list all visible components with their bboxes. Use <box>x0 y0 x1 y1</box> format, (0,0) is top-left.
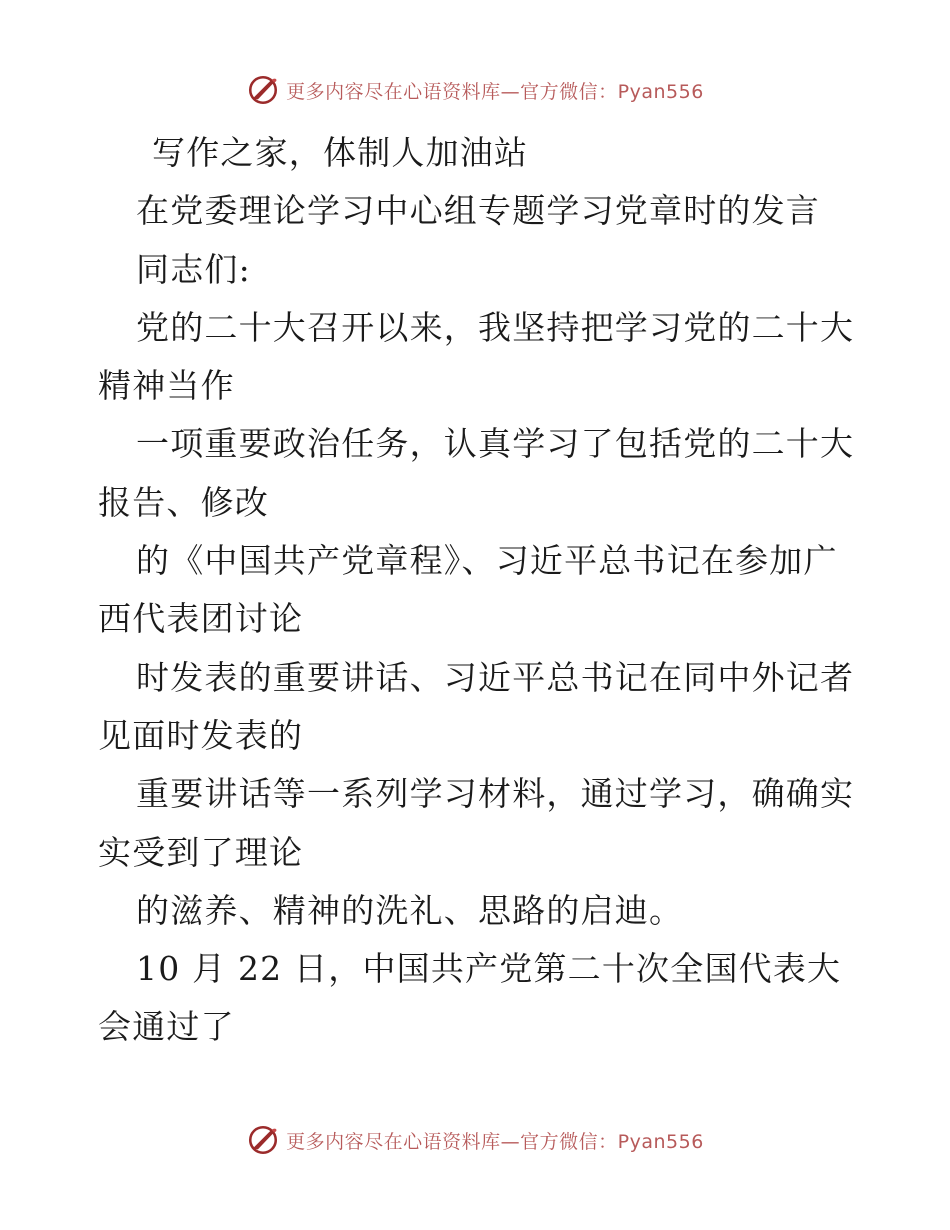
watermark-text: 更多内容尽在心语资料库—官方微信：Pyan556 <box>286 1130 704 1153</box>
document-line: 精神当作 <box>98 366 235 406</box>
document-line: 党的二十大召开以来，我坚持把学习党的二十大 <box>136 307 855 347</box>
document-line: 重要讲话等一系列学习材料，通过学习，确确实 <box>136 774 855 814</box>
quill-logo-icon <box>246 1123 280 1157</box>
header-watermark <box>0 70 950 110</box>
document-body <box>98 124 858 1057</box>
document-line: 的《中国共产党章程》、习近平总书记在参加广 <box>136 541 838 581</box>
footer-watermark <box>0 1120 950 1160</box>
document-line: 西代表团讨论 <box>98 599 304 639</box>
document-line: 见面时发表的 <box>98 715 304 755</box>
document-line: 的滋养、精神的洗礼、思路的启迪。 <box>136 890 684 930</box>
document-line: 会通过了 <box>98 1007 235 1047</box>
document-line: 报告、修改 <box>98 482 269 522</box>
quill-logo-icon <box>246 73 280 107</box>
document-line: 时发表的重要讲话、习近平总书记在同中外记者 <box>136 657 855 697</box>
document-line: 一项重要政治任务，认真学习了包括党的二十大 <box>136 424 855 464</box>
watermark-text: 更多内容尽在心语资料库—官方微信：Pyan556 <box>286 80 704 103</box>
document-title: 在党委理论学习中心组专题学习党章时的发言 <box>136 191 820 231</box>
document-line: 实受到了理论 <box>98 832 304 872</box>
document-line: 写作之家，体制人加油站 <box>152 133 529 172</box>
document-line: 同志们: <box>136 249 251 289</box>
document-line: 10 月 22 日，中国共产党第二十次全国代表大 <box>136 949 842 989</box>
